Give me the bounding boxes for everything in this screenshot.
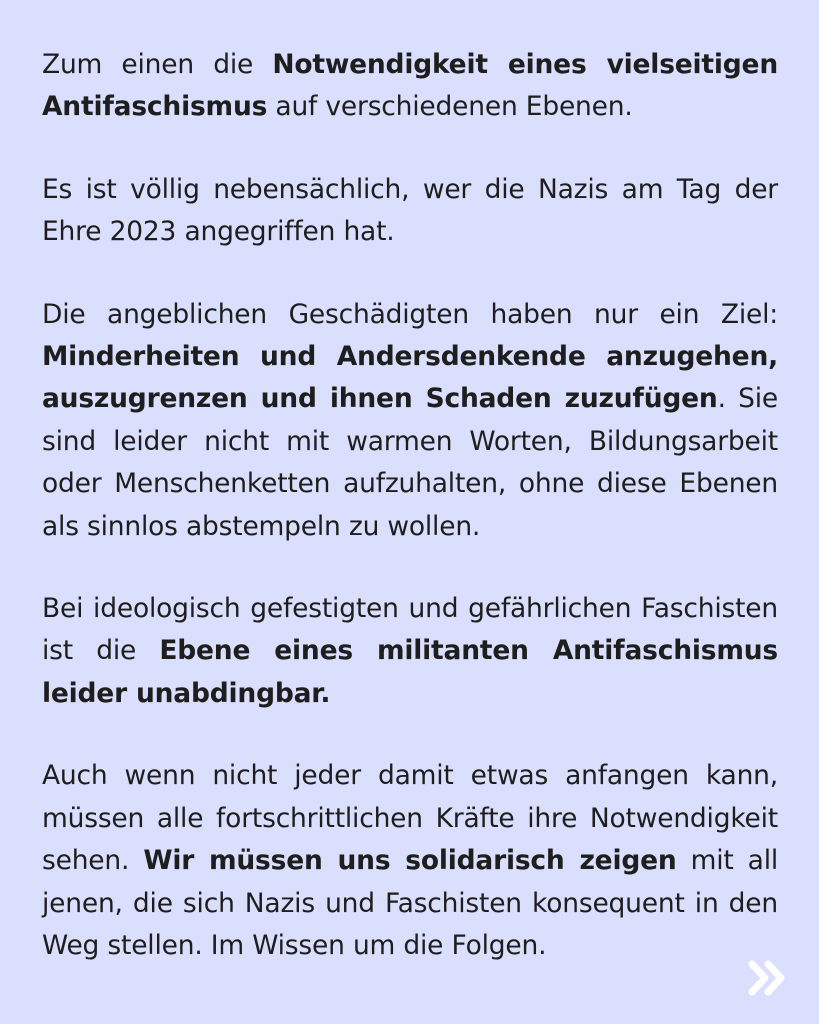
emphasis-text: Ebene eines militanten Antifaschismus leider unabdingbar. — [42, 635, 779, 709]
paragraph — [42, 294, 778, 548]
post-text-body — [42, 44, 778, 1007]
paragraph — [42, 169, 778, 254]
paragraph — [42, 755, 778, 967]
body-text: Auch wenn nicht jeder damit etwas anfangen kann, müssen alle fortschrittlichen Kräfte ihre Notwendigkeit sehen. — [42, 760, 778, 877]
body-text: Die angeblichen Geschädigten haben nur ein Ziel: — [42, 298, 778, 330]
body-text: Es ist völlig nebensächlich, wer die Nazis am Tag der Ehre 2023 angegriffen hat. — [42, 173, 778, 248]
emphasis-text: Minderheiten und Andersdenkende anzugehen, auszugrenzen und ihnen Schaden zuzufügen — [42, 341, 778, 415]
paragraph — [42, 44, 778, 129]
double-chevron-right-icon — [746, 958, 790, 998]
body-text: Zum einen die — [42, 49, 273, 80]
body-text: . Sie sind leider nicht mit warmen Worten, Bildungsarbeit oder Menschenketten aufzuhalten, ohne diese Ebenen als sinnlos abstempeln zu wollen. — [42, 383, 778, 542]
emphasis-text: Wir müssen uns solidarisch zeigen — [143, 845, 677, 877]
paragraph — [42, 588, 778, 715]
next-slide-button[interactable] — [746, 958, 790, 998]
body-text: mit all jenen, die sich Nazis und Faschisten konsequent in den Weg stellen. Im Wissen um die Folgen. — [42, 845, 779, 961]
emphasis-text: Notwendigkeit eines vielseitigen Antifaschismus — [42, 49, 778, 123]
body-text: auf verschiedenen Ebenen. — [267, 91, 633, 123]
body-text: Bei ideologisch gefestigten und gefährlichen Faschisten ist die — [42, 593, 778, 667]
